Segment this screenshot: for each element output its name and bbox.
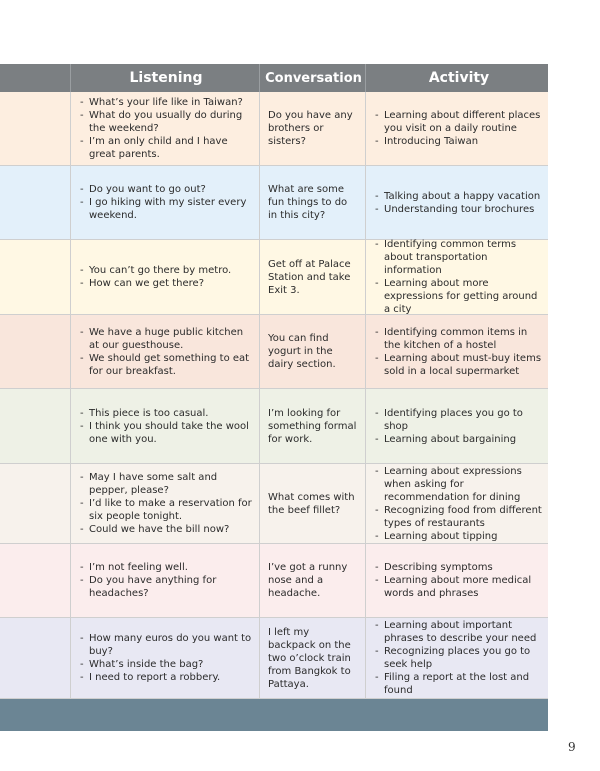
list-item: - Do you have anything for headaches? (79, 574, 253, 600)
table-footer-bar (0, 699, 548, 731)
list-item: - What’s your life like in Taiwan? (79, 96, 253, 109)
list-item: - Learning about tipping (374, 530, 544, 543)
list-item: - Describing symptoms (374, 561, 544, 574)
list-item: - You can’t go there by metro. (79, 264, 231, 277)
list-item: - How can we get there? (79, 277, 231, 290)
header-conversation: Conversation (260, 64, 366, 92)
conversation-cell (260, 618, 366, 698)
list-item: - I go hiking with my sister every weekend. (79, 196, 253, 222)
conversation-text: I left my backpack on the two o’clock train from Bangkok to Pattaya. (268, 626, 351, 690)
list-item: - I need to report a robbery. (79, 671, 253, 684)
table-row (0, 544, 548, 618)
conversation-cell (260, 389, 366, 463)
list-item: - What do you usually do during the weekend? (79, 109, 253, 135)
list-item: - Identifying common terms about transportation information (374, 238, 544, 277)
list-item: - Recognizing food from different types of restaurants (374, 504, 544, 530)
conversation-text: I’m looking for something formal for work. (268, 407, 357, 445)
list-item: - Introducing Taiwan (374, 135, 544, 148)
listening-cell (71, 618, 260, 698)
table-header (0, 64, 548, 92)
header-blank (0, 64, 71, 92)
unit-cell (0, 464, 71, 543)
listening-cell (71, 464, 260, 543)
conversation-text: What are some fun things to do in this city? (268, 184, 348, 221)
list-item: - We have a huge public kitchen at our guesthouse. (79, 326, 253, 352)
list-item: - Do you want to go out? (79, 183, 253, 196)
listening-cell (71, 544, 260, 617)
list-item: - Could we have the bill now? (79, 523, 253, 536)
activity-cell (366, 240, 548, 314)
list-item: - Learning about different places you visit on a daily routine (374, 109, 544, 135)
table-row (0, 240, 548, 315)
conversation-text: Get off at Palace Station and take Exit 3. (268, 258, 351, 296)
conversation-cell (260, 315, 366, 388)
list-item: - How many euros do you want to buy? (79, 632, 253, 658)
table-row (0, 315, 548, 389)
header-listening: Listening (71, 64, 260, 92)
conversation-cell (260, 240, 366, 314)
listening-cell (71, 389, 260, 463)
list-item: - I’d like to make a reservation for six people tonight. (79, 497, 253, 523)
list-item: - What’s inside the bag? (79, 658, 253, 671)
conversation-text: You can find yogurt in the dairy section. (268, 333, 336, 370)
unit-cell (0, 240, 71, 314)
table-row (0, 464, 548, 544)
list-item: - Learning about more medical words and phrases (374, 574, 544, 600)
list-item: - Identifying places you go to shop (374, 407, 544, 433)
table-row (0, 92, 548, 166)
list-item: - Filing a report at the lost and found (374, 671, 544, 697)
conversation-text: I’ve got a runny nose and a headache. (268, 562, 348, 599)
unit-cell (0, 544, 71, 617)
list-item: - May I have some salt and pepper, please? (79, 471, 253, 497)
conversation-text: What comes with the beef fillet? (268, 491, 355, 516)
list-item: - Identifying common items in the kitchen of a hostel (374, 326, 544, 352)
listening-cell (71, 92, 260, 165)
header-activity: Activity (428, 70, 490, 86)
activity-cell (366, 464, 548, 543)
unit-cell (0, 389, 71, 463)
listening-cell (71, 315, 260, 388)
page-number: 9 (568, 740, 576, 754)
unit-cell (0, 618, 71, 698)
conversation-cell (260, 92, 366, 165)
unit-cell (0, 315, 71, 388)
list-item: - Talking about a happy vacation (374, 190, 540, 203)
conversation-text: Do you have any brothers or sisters? (268, 110, 353, 147)
table-body (0, 92, 548, 699)
conversation-cell (260, 166, 366, 239)
list-item: - Recognizing places you go to seek help (374, 645, 544, 671)
list-item: - Learning about more expressions for getting around a city (374, 277, 544, 316)
listening-cell (71, 240, 260, 314)
activity-cell (366, 389, 548, 463)
activity-cell (366, 166, 548, 239)
list-item: - I’m not feeling well. (79, 561, 253, 574)
listening-cell (71, 166, 260, 239)
conversation-cell (260, 464, 366, 543)
unit-cell (0, 92, 71, 165)
conversation-cell (260, 544, 366, 617)
list-item: - I think you should take the wool one with you. (79, 420, 253, 446)
list-item: - Learning about expressions when asking for recommendation for dining (374, 465, 544, 504)
table-row (0, 166, 548, 240)
list-item: - Learning about must-buy items sold in a local supermarket (374, 352, 544, 378)
activity-cell (366, 618, 548, 698)
activity-cell (366, 92, 548, 165)
list-item: - I’m an only child and I have great parents. (79, 135, 253, 161)
table-row (0, 618, 548, 699)
units-table (0, 64, 548, 731)
activity-cell (366, 315, 548, 388)
list-item: - Learning about bargaining (374, 433, 544, 446)
activity-cell (366, 544, 548, 617)
list-item: - We should get something to eat for our breakfast. (79, 352, 253, 378)
table-row (0, 389, 548, 464)
list-item: - This piece is too casual. (79, 407, 253, 420)
list-item: - Understanding tour brochures (374, 203, 540, 216)
unit-cell (0, 166, 71, 239)
list-item: - Learning about important phrases to describe your need (374, 619, 544, 645)
